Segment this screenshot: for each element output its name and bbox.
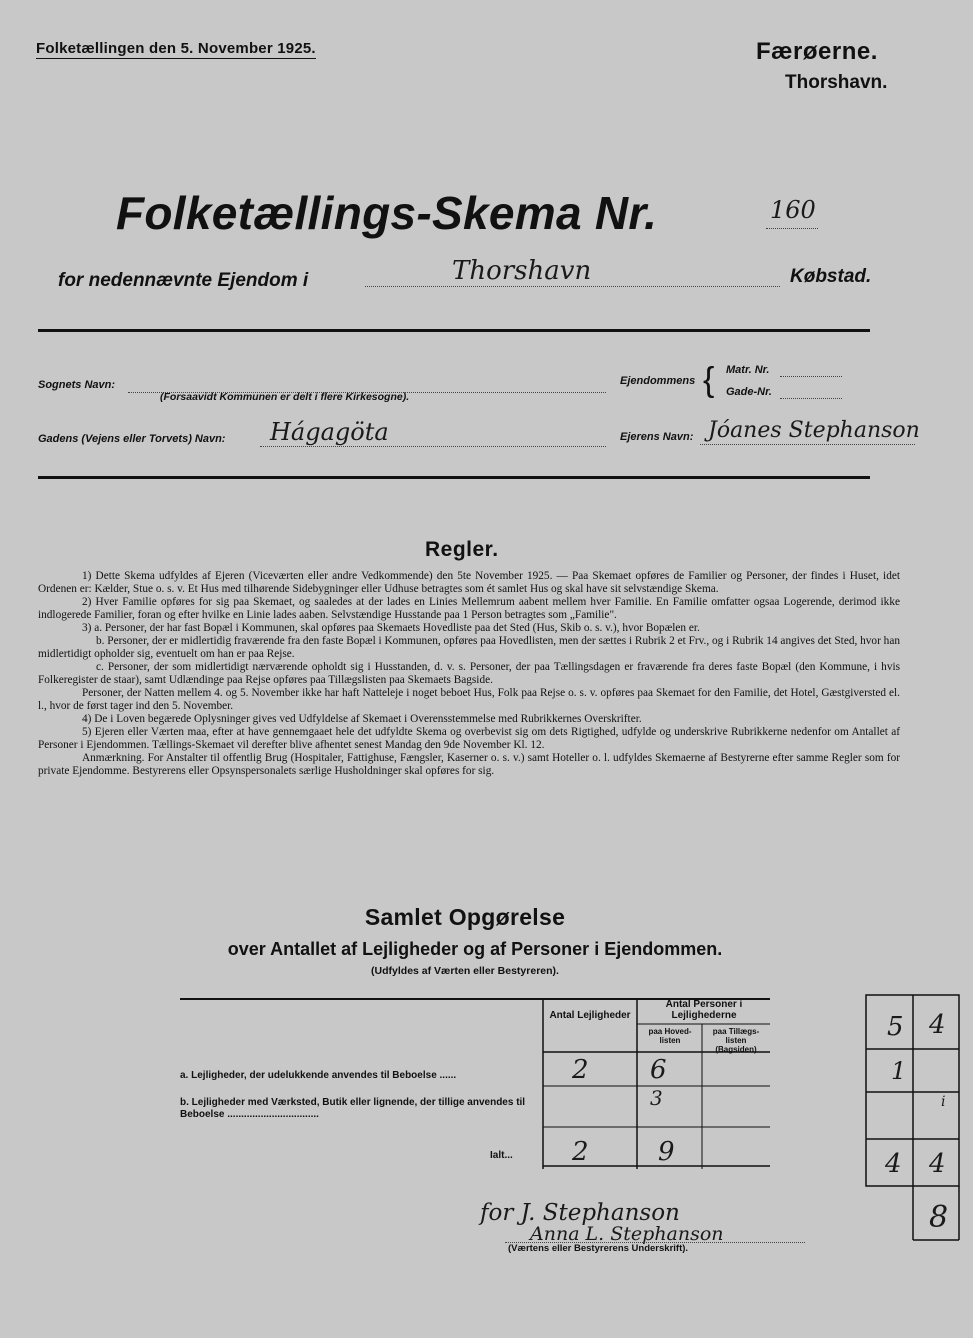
rule-paragraph: 3) a. Personer, der har fast Bopæl i Kommunen, skal opføres paa Skemaets Hovedliste paa det Sted (Hus, Skib o. s. v.), hvor Bopælen er. xyxy=(82,622,700,634)
rule-paragraph: 2) Hver Familie opføres for sig paa Skemaet, og saaledes at der lades en Linies Mellemrum aabent mellem hver Familie. En Familie omfatter ogsaa Logerende, derimod ikke indlogerede Familier, foran og efter hvilke en Linie lades aaben. Selvstændige Husstande paa 1 Person betragtes som „Familie". xyxy=(38,596,900,621)
property-ids-label: Ejendommens xyxy=(620,375,696,387)
summary-table-lines xyxy=(180,997,770,1169)
total-main: 9 xyxy=(658,1137,675,1167)
property-suffix: Købstad. xyxy=(790,266,872,287)
owner-label: Ejerens Navn: xyxy=(620,431,694,443)
property-line xyxy=(365,286,780,287)
region-heading: Færøerne. xyxy=(756,38,878,65)
signature-caption: (Værtens eller Bestyrerens Underskrift). xyxy=(508,1243,689,1254)
form-number: 160 xyxy=(770,196,816,224)
summary-title: Samlet Opgørelse xyxy=(364,904,566,930)
signature-line-2: Anna L. Stephanson xyxy=(530,1223,724,1245)
summary-note: (Udfyldes af Værten eller Bestyreren). xyxy=(371,965,559,977)
gade-line xyxy=(780,398,842,399)
brace-icon: { xyxy=(703,361,715,399)
row-b-main: 3 xyxy=(650,1086,663,1110)
divider-bottom xyxy=(38,476,870,479)
tally-r1c2: 4 xyxy=(929,1010,946,1040)
row-b-label: b. Lejligheder med Værksted, Butik eller lignende, der tillige anvendes til Beboelse ................................. xyxy=(180,1097,526,1120)
owner-value: Jóanes Stephanson xyxy=(708,418,920,443)
total-label: Ialt... xyxy=(490,1150,513,1161)
divider-top xyxy=(38,329,870,332)
form-number-line xyxy=(766,228,818,229)
gade-label: Gade-Nr. xyxy=(726,386,772,398)
matr-line xyxy=(780,376,842,377)
tally-box xyxy=(865,994,960,1242)
rule-paragraph: Personer, der Natten mellem 4. og 5. November ikke har haft Natteleje i noget beboet Hus, Folk paa Rejse o. s. v. opføres paa Skemaet for den Familie, det Hotel, Gæstgiversted el. l., hvor de først tager ind den 5. November. xyxy=(38,687,900,712)
rule-paragraph: 4) De i Loven begærede Oplysninger gives ved Udfyldelse af Skemaet i Overensstemmelse med Rubrikkernes Overskrifter. xyxy=(82,713,642,725)
form-title: Folketællings-Skema Nr. xyxy=(116,187,658,239)
summary-table xyxy=(180,997,770,1169)
row-a-apartments: 2 xyxy=(572,1055,589,1085)
rule-paragraph: 1) Dette Skema udfyldes af Ejeren (Viceværten eller andre Vedkommende) den 5te November 1925. — Paa Skemaet opføres de Familier og Personer, der findes i Huset, idet Ordenen er: Kælder, Stue o. s. v. Et Hus med tilhørende Sidebygninger eller Udhuse betragtes som ét samlet Hus og skal have sit selvstændige Skema. xyxy=(38,570,900,595)
street-label: Gadens (Vejens eller Torvets) Navn: xyxy=(38,433,226,445)
property-value: Thorshavn xyxy=(452,256,592,286)
rules-text xyxy=(38,570,900,778)
tally-r1c1: 5 xyxy=(887,1012,904,1042)
parish-label: Sognets Navn: xyxy=(38,379,116,391)
tally-r4c2: 4 xyxy=(929,1149,946,1179)
signature-line-1: for J. Stephanson xyxy=(480,1200,680,1226)
row-a-label: a. Lejligheder, der udelukkende anvendes til Beboelse ...... xyxy=(180,1070,457,1081)
census-date-heading: Folketællingen den 5. November 1925. xyxy=(36,40,316,57)
rule-paragraph: c. Personer, der som midlertidigt nærværende opholdt sig i Husstanden, d. v. s. Personer, der paa Tællingsdagen er fraværende fra deres faste Bopæl (den Kommune, i hvis Folkeregister de staar), samt Udlændinge paa Rejse opføres paa Tillægslisten paa Skemaets Bagside. xyxy=(38,661,900,686)
city-heading: Thorshavn. xyxy=(785,72,888,93)
tally-r4c1: 4 xyxy=(885,1149,902,1179)
property-label: for nedennævnte Ejendom i xyxy=(58,270,309,291)
row-a-main: 6 xyxy=(650,1055,667,1085)
street-value: Hágagöta xyxy=(270,418,389,446)
tally-total: 8 xyxy=(929,1200,949,1235)
col-main-header: paa Hoved-listen xyxy=(648,1027,692,1045)
col-supp-header: paa Tillægs-listen (Bagsiden) xyxy=(712,1027,760,1054)
total-apartments: 2 xyxy=(572,1137,589,1167)
street-line xyxy=(260,446,606,447)
tally-r2c1: 1 xyxy=(891,1057,907,1085)
matr-label: Matr. Nr. xyxy=(726,364,770,376)
col-apartments-header: Antal Lejligheder xyxy=(549,1010,631,1021)
rule-paragraph: 5) Ejeren eller Værten maa, efter at have gennemgaaet hele det udfyldte Skema og overbevist sig om dets Rigtighed, udfylde og underskrive Rubrikkerne nedenfor om Antallet af Personer i Ejendommen. Tællings-Skemaet vil derefter blive afhentet senest Mandag den 9de November Kl. 12. xyxy=(38,726,900,751)
col-persons-header: Antal Personer i Lejlighederne xyxy=(665,999,743,1021)
owner-line xyxy=(700,444,915,445)
rule-paragraph: b. Personer, der er midlertidig fraværende fra den faste Bopæl i Kommunen, opføres paa Hovedlisten, men der sættes i Rubrik 2 et Frv., og i Rubrik 14 angives det Sted, hvor han midlertidigt opholder sig, eventuelt om han er paa Rejse. xyxy=(38,635,900,660)
rule-note: Anmærkning. For Anstalter til offentlig Brug (Hospitaler, Fattighuse, Fængsler, Kaserner o. s. v.) samt Hoteller o. l. udfyldes Skemaerne af Bestyrerne efter samme Regler som for private Ejendomme. Bestyrerens eller Opsynspersonalets særlige Husholdninger skal opføres for sig. xyxy=(38,752,900,777)
tally-r3c2: i xyxy=(941,1094,946,1110)
rules-heading: Regler. xyxy=(425,538,499,561)
summary-subtitle: over Antallet af Lejligheder og af Personer i Ejendommen. xyxy=(227,939,723,959)
parish-note: (Forsaavidt Kommunen er delt i flere Kirkesogne). xyxy=(160,391,410,403)
